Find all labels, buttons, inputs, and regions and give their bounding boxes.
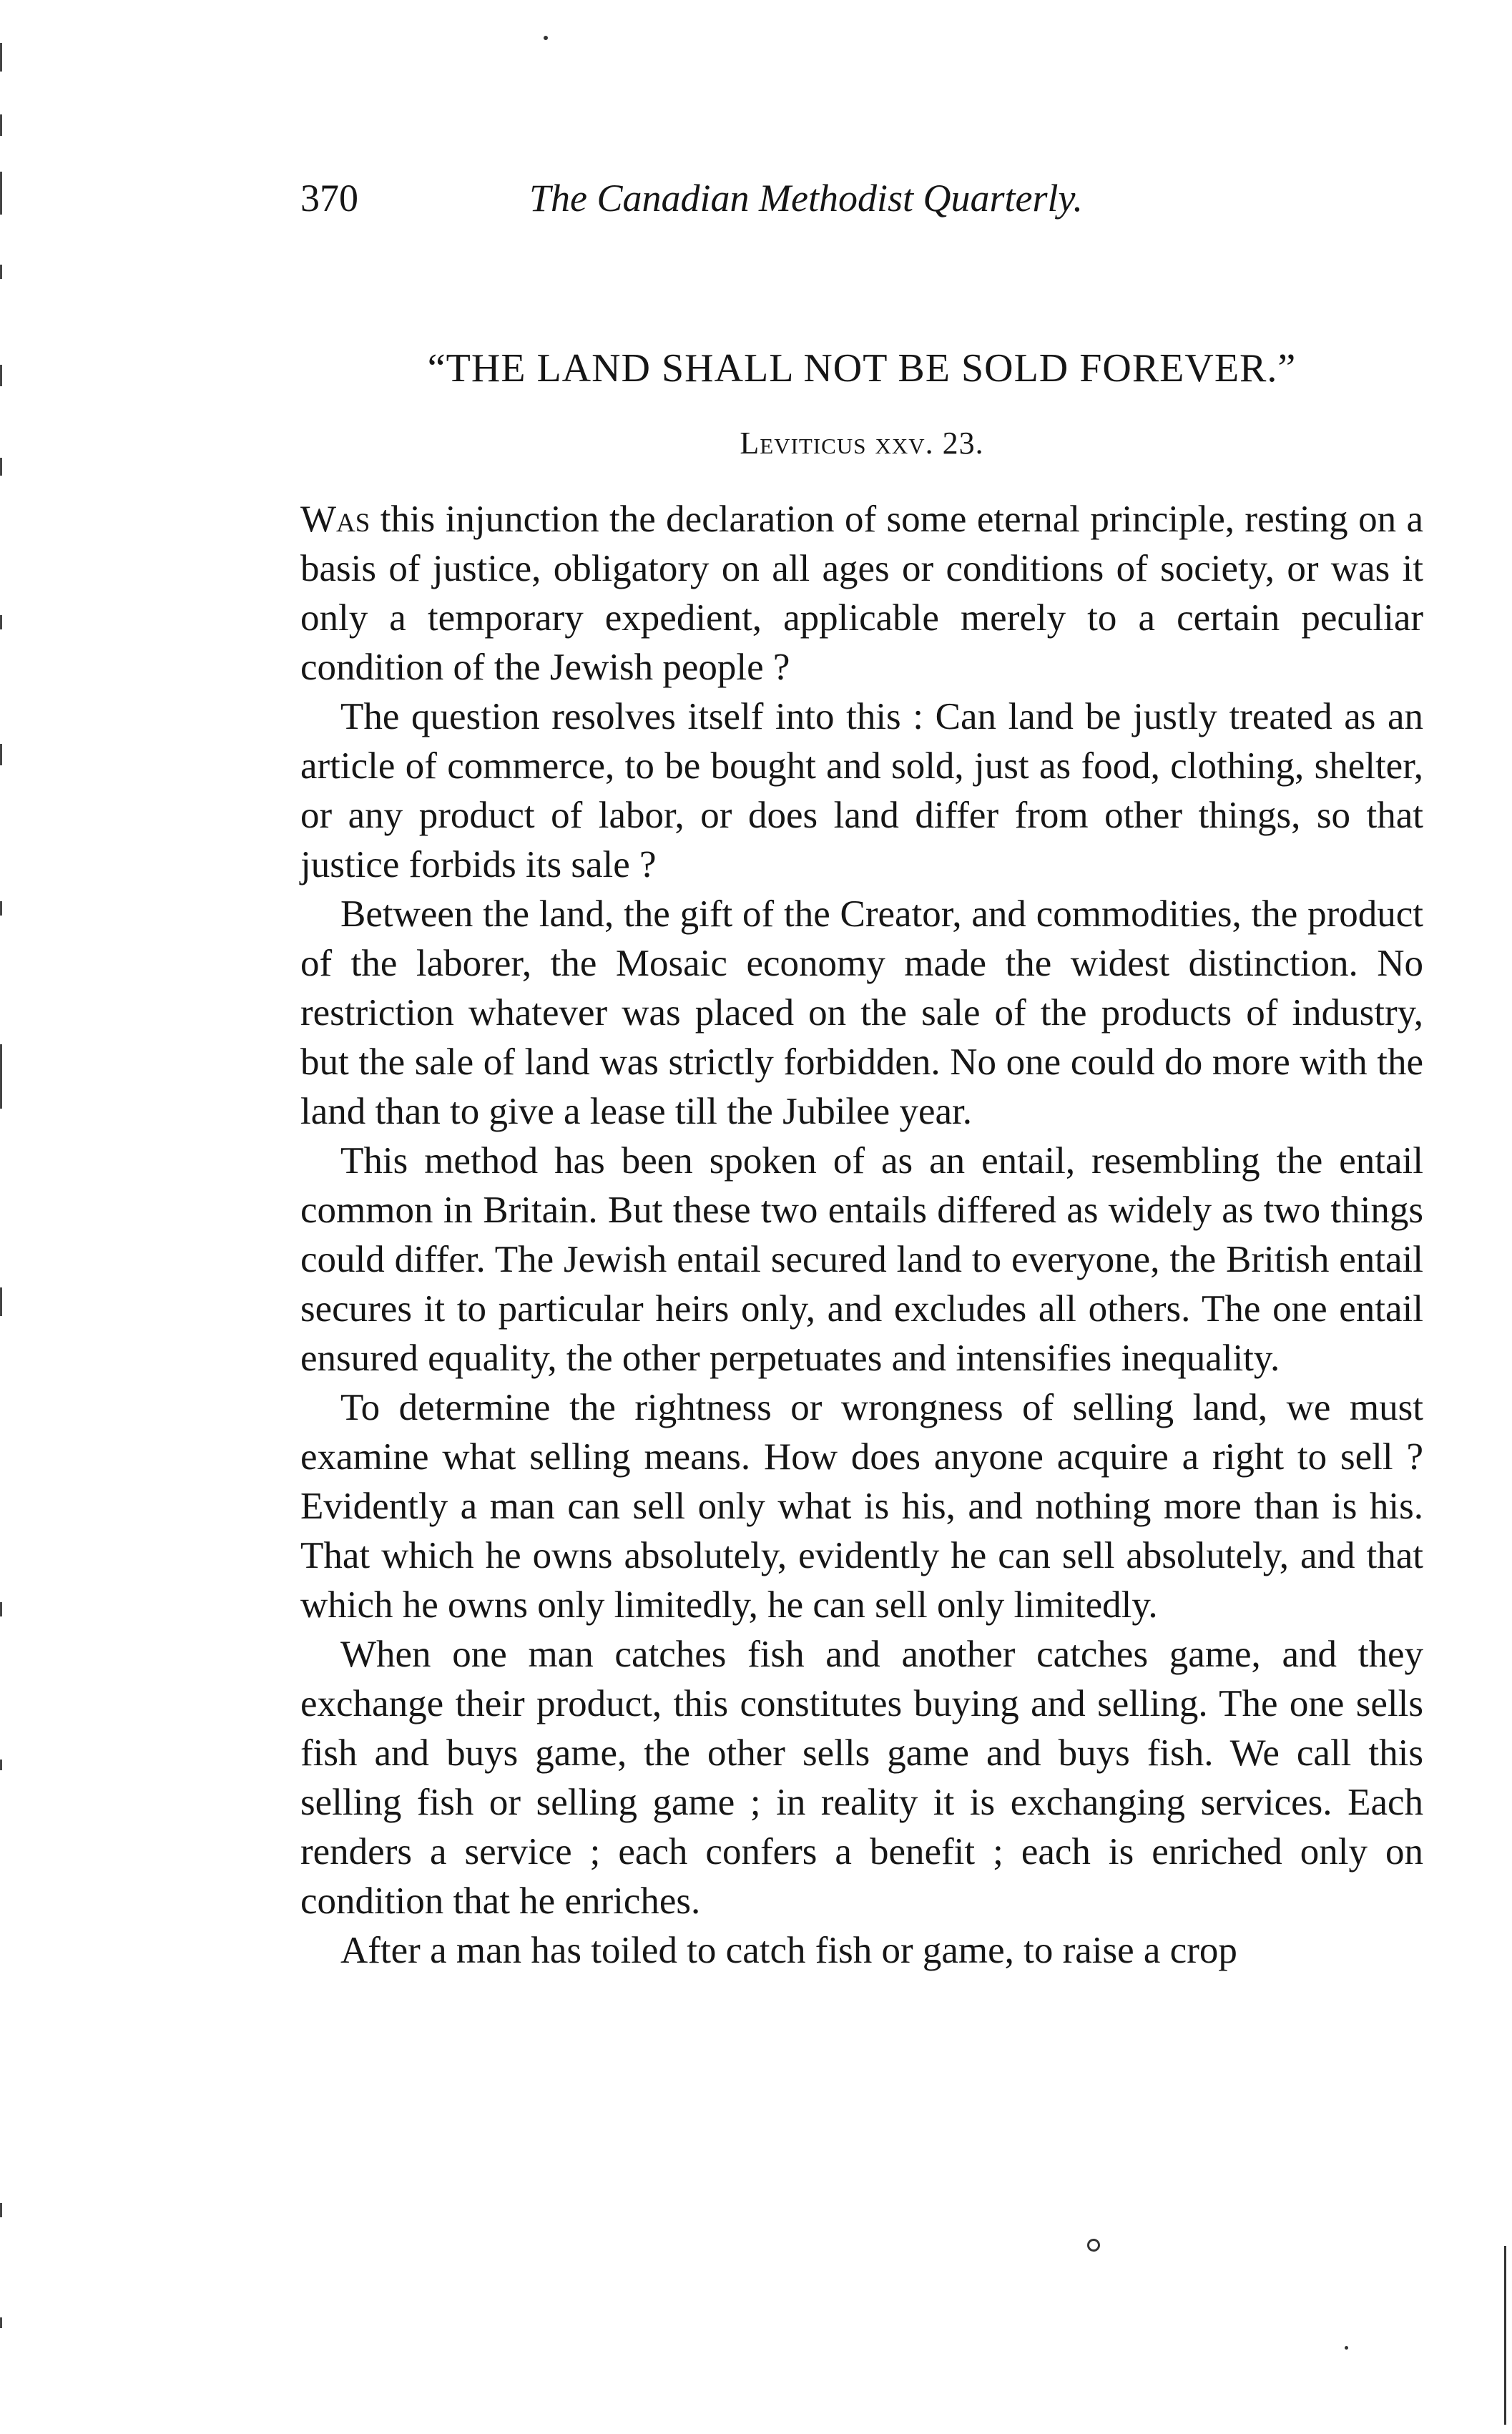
scan-speck bbox=[544, 36, 548, 40]
scan-edge-marks bbox=[0, 29, 23, 2418]
article-body bbox=[300, 495, 1423, 1976]
article-title: “THE LAND SHALL NOT BE SOLD FOREVER.” bbox=[427, 346, 1297, 391]
lead-word: Was bbox=[300, 499, 370, 540]
journal-title: The Canadian Methodist Quarterly. bbox=[529, 177, 1083, 220]
paragraph-4: This method has been spoken of as an entail, resembling the entail common in Britain. But these two entails differed as widely as two things could differ. The Jewish entail secured land to everyone, the British entail secures it to particular heirs only, and excludes all others. The one entail ensured equality, the other perpetuates and intensifies inequality. bbox=[300, 1140, 1423, 1379]
paragraph-5: To determine the rightness or wrongness of selling land, we must examine what selling means. How does anyone acquire a right to sell ? Evidently a man can sell only what is his, and nothing more than is his. That which he owns absolutely, evidently he can sell absolutely, and that which he owns only limitedly, he can sell only limitedly. bbox=[300, 1387, 1423, 1626]
scan-edge-line bbox=[1504, 2246, 1506, 2425]
paragraph-6: When one man catches fish and another catches game, and they exchange their product, this constitutes buying and selling. The one sells fish and buys game, the other sells game and buys fish. We call this selling fish or selling game ; in reality it is exchanging services. Each renders a service ; each confers a benefit ; each is enriched only on condition that he enriches. bbox=[300, 1634, 1423, 1922]
paragraph-3: Between the land, the gift of the Creator, and commodities, the product of the laborer, the Mosaic economy made the widest distinction. No restriction whatever was placed on the sale of the products of industry, but the sale of land was strictly forbidden. No one could do more with the land than to give a lease till the Jubilee year. bbox=[300, 893, 1423, 1132]
paragraph-1 bbox=[300, 495, 1423, 692]
paragraph-2: The question resolves itself into this : Can land be justly treated as an article of commerce, to be bought and sold, just as food, clothing, shelter, or any product of labor, or does land differ from other things, so that justice forbids its sale ? bbox=[300, 696, 1423, 885]
page-number: 370 bbox=[300, 177, 358, 220]
scan-speck bbox=[1087, 2239, 1100, 2252]
paragraph-1-text: this injunction the declaration of some eternal principle, resting on a basis of justice, obligatory on all ages or conditions of society, or was it only a temporary expedient, applicable merely to a certain peculiar condition of the Jewish people ? bbox=[300, 499, 1423, 688]
scripture-reference: Leviticus xxv. 23. bbox=[740, 426, 984, 461]
paragraph-7: After a man has toiled to catch fish or game, to raise a crop bbox=[340, 1930, 1237, 1971]
scan-speck bbox=[1345, 2346, 1348, 2350]
running-head bbox=[300, 166, 1209, 230]
